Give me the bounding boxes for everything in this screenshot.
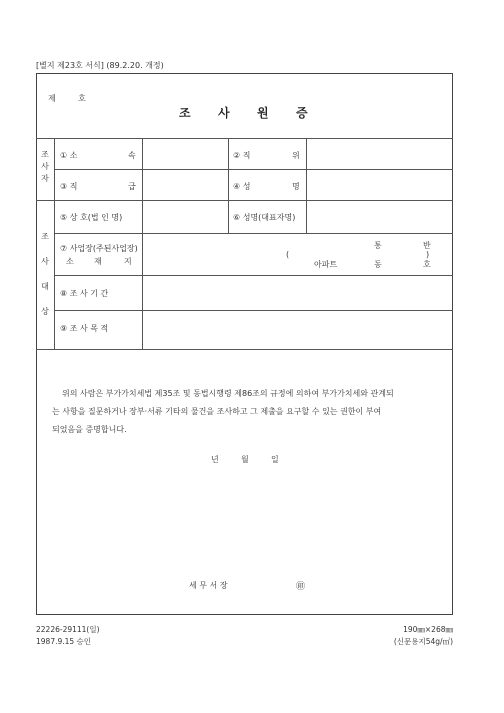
footer-approval: 1987.9.15 승인: [36, 637, 92, 646]
field-label-position-end: 위: [292, 151, 300, 160]
group-column-line: [54, 138, 55, 349]
table-top-line: [36, 138, 453, 139]
doc-number-suffix: 호: [78, 94, 86, 103]
doc-number-label: 제: [48, 94, 56, 103]
table-row-line: [54, 169, 453, 170]
field-label-company: ⑤ 상 호(법 인 명): [60, 213, 123, 222]
table-row-line: [54, 310, 453, 311]
field-label-period: ⑧ 조 사 기 간: [60, 289, 109, 298]
field-label-belong: ① 소: [60, 151, 78, 160]
table-bottom-line: [36, 349, 453, 350]
table-row-line: [54, 233, 453, 234]
body-text-line: 는 사항을 질문하거나 장부·서류 기타의 물건을 조사하고 그 제출을 요구할 수 있는 권한이 부여: [52, 407, 382, 416]
seal-mark: ㊞: [296, 582, 306, 592]
title-char: 증: [296, 106, 308, 120]
field-label-location: ⑦ 사업장(주된사업장): [60, 244, 138, 253]
field-label-purpose: ⑨ 조 사 목 적: [60, 324, 109, 333]
form-header-note: [별지 제23호 서식] (89.2.20. 개정): [36, 61, 164, 70]
table-row-line: [54, 275, 453, 276]
footer-paper: (신문용지54g/㎡): [393, 637, 453, 646]
field-label-name-end: 명: [292, 182, 300, 191]
title-char: 조: [179, 106, 191, 120]
field-label-belong-end: 속: [128, 151, 136, 160]
field-label-rank-end: 급: [128, 182, 136, 191]
field-label-rank: ③ 직: [60, 182, 78, 191]
body-text-line: 되었음을 증명합니다.: [52, 425, 127, 434]
body-text-line: 위의 사람은 부가가치세법 제35조 및 동법시행령 제86조의 규정에 의하여 부가가치세와 관계되: [62, 389, 394, 398]
title-char: 원: [257, 106, 269, 120]
mid-label-column-line: [306, 138, 307, 233]
title-char: 사: [218, 106, 230, 120]
field-label-name: ④ 성: [233, 182, 251, 191]
table-row-line: [36, 200, 453, 201]
field-label-position: ② 직: [233, 151, 251, 160]
field-label-rep-name: ⑥ 성명(대표자명): [233, 213, 296, 222]
footer-form-code: 22226-29111(일): [36, 625, 100, 634]
footer-size: 190㎜×268㎜: [403, 625, 453, 634]
signer-title: 세 무 서 장: [189, 581, 228, 590]
label-column-line: [142, 138, 143, 349]
mid-column-line: [228, 138, 229, 233]
